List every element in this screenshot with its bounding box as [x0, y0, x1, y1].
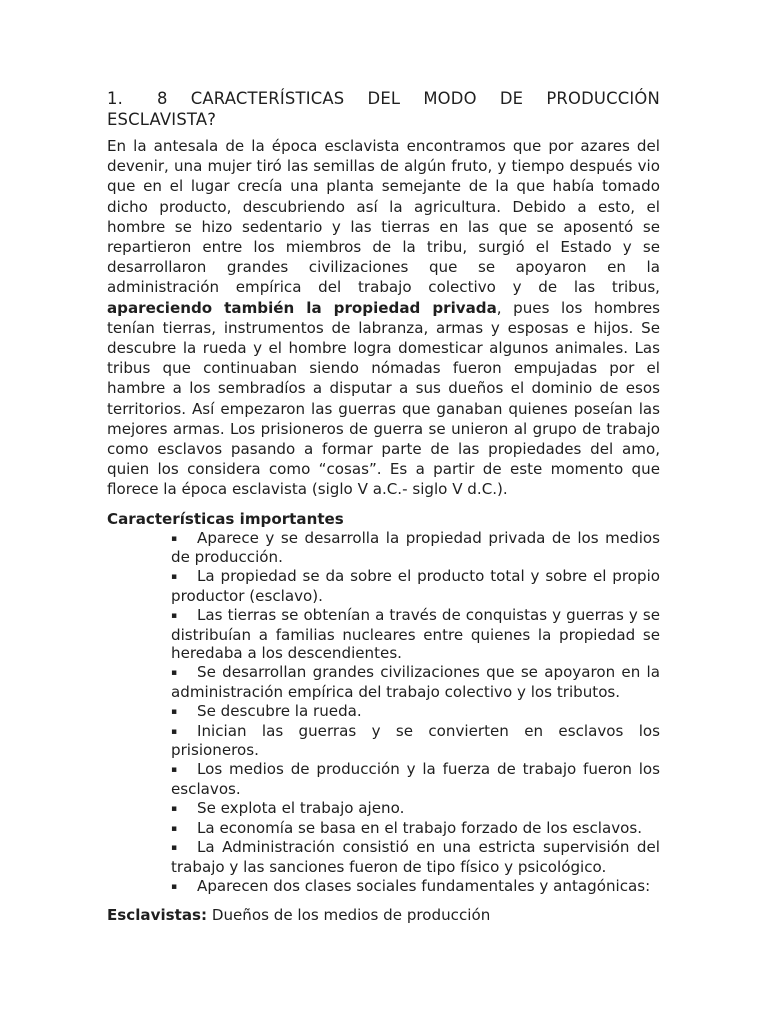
bullet-marker-icon: ▪	[171, 882, 178, 892]
bullet-marker-icon: ▪	[171, 823, 178, 834]
list-item	[171, 722, 660, 761]
bullet-marker-icon: ▪	[171, 706, 178, 717]
list-item-text: Se desarrollan grandes civilizaciones que se apoyaron en la administración empírica del trabajo colectivo y los tributos.	[171, 663, 660, 702]
list-item	[171, 760, 660, 799]
list-item	[171, 702, 660, 722]
features-title: Características importantes	[107, 509, 344, 528]
features-list	[107, 529, 660, 897]
section-title: 8 CARACTERÍSTICAS DEL MODO DE PRODUCCIÓN ESCLAVISTA?	[107, 89, 660, 129]
bullet-marker-icon: ▪	[171, 843, 178, 854]
list-item	[171, 838, 660, 877]
list-item	[171, 877, 660, 897]
bullet-marker-icon: ▪	[171, 533, 178, 544]
list-item	[171, 663, 660, 702]
closing-text: Dueños de los medios de producción	[207, 905, 491, 924]
intro-bold-phrase: apareciendo también la propiedad privada	[107, 298, 497, 317]
list-item	[171, 567, 660, 606]
list-item	[171, 819, 660, 839]
bullet-marker-icon: ▪	[171, 610, 178, 621]
intro-text-start: En la antesala de la época esclavista encontramos que por azares del devenir, una mujer tiró las semillas de algún fruto, y tiempo después vio que en el lugar crecía una planta semejante de la que había tomado dicho producto, descubriendo así la agricultura. Debido a esto, el hombre se hizo sedentario y las tierras en las que se aposentó se repartieron entre los miembros de la tribu, surgió el Estado y se desarrollaron grandes civilizaciones que se apoyaron en la administración empírica del trabajo colectivo y de las tribus,	[107, 137, 660, 297]
bullet-marker-icon: ▪	[171, 765, 178, 776]
list-item-text: Aparece y se desarrolla la propiedad privada de los medios de producción.	[171, 528, 660, 567]
section-heading	[107, 88, 660, 130]
document-page	[107, 88, 660, 925]
list-item-text: Se explota el trabajo ajeno.	[197, 798, 405, 817]
bullet-marker-icon: ▪	[171, 803, 178, 814]
list-item-text: Se descubre la rueda.	[197, 701, 362, 720]
list-item-text: La Administración consistió en una estricta supervisión del trabajo y las sanciones fueron de tipo físico y psicológico.	[171, 838, 660, 877]
list-item	[171, 606, 660, 663]
intro-paragraph	[107, 136, 660, 500]
list-item-text: Los medios de producción y la fuerza de trabajo fueron los esclavos.	[171, 760, 660, 799]
closing-line	[107, 905, 660, 925]
bullet-marker-icon: ▪	[171, 726, 178, 737]
list-item-text: Inician las guerras y se convierten en esclavos los prisioneros.	[171, 721, 660, 760]
bullet-marker-icon: ▪	[171, 572, 178, 583]
list-item-text: Aparecen dos clases sociales fundamentales y antagónicas:	[197, 877, 651, 895]
list-item	[171, 529, 660, 568]
intro-text-end: , pues los hombres tenían tierras, instrumentos de labranza, armas y esposas e hijos. Se descubre la rueda y el hombre logra domesticar algunos animales. Las tribus que continuaban siendo nómadas fueron empujadas por el hambre a los sembradíos a disputar a sus dueños el dominio de esos territorios. Así empezaron las guerras que ganaban quienes poseían las mejores armas. Los prisioneros de guerra se unieron al grupo de trabajo como esclavos pasando a formar parte de las propiedades del amo, quien los considera como “cosas”. Es a partir de este momento que florece la época esclavista (siglo V a.C.- siglo V d.C.).	[107, 298, 661, 499]
closing-label: Esclavistas:	[107, 905, 208, 924]
list-item-text: La propiedad se da sobre el producto total y sobre el propio productor (esclavo).	[171, 567, 660, 606]
list-item-text: La economía se basa en el trabajo forzado de los esclavos.	[197, 818, 643, 837]
section-number: 1.	[107, 89, 124, 108]
list-item-text: Las tierras se obtenían a través de conquistas y guerras y se distribuían a familias nucleares entre quienes la propiedad se heredaba a los descendientes.	[171, 605, 660, 663]
list-item	[171, 799, 660, 819]
bullet-marker-icon: ▪	[171, 668, 178, 679]
